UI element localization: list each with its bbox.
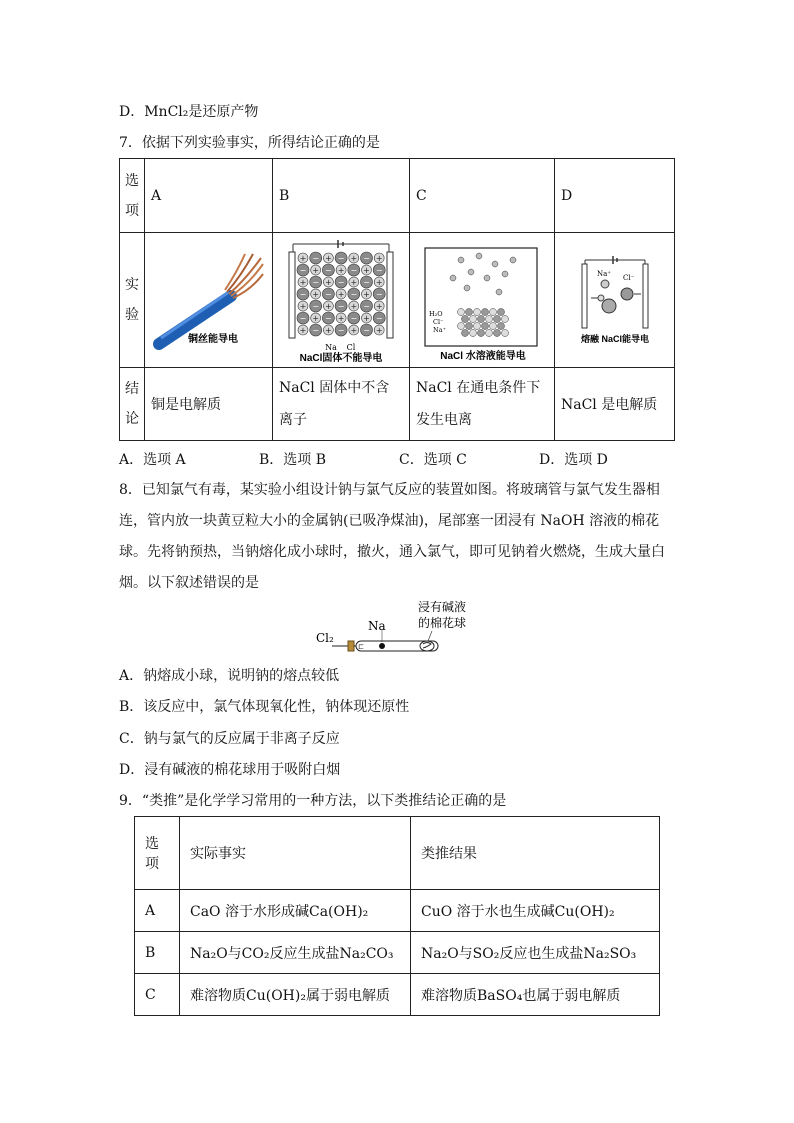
q8-option-b[interactable]: B．该反应中，氯气体现氧化性，钠体现还原性: [119, 699, 410, 715]
fig-cl2-label: Cl₂: [316, 631, 334, 645]
svg-text:−: −: [312, 254, 320, 263]
q7-option-d[interactable]: D．选项 D: [539, 452, 608, 468]
q6-option-d: D．MnCl₂是还原产物: [119, 104, 259, 120]
fig-cotton-line1: 浸有碱液: [418, 600, 467, 614]
q9-stem: 9．“类推”是化学学习常用的一种方法，以下类推结论正确的是: [119, 793, 507, 809]
q9-table: [134, 816, 660, 1016]
q7-option-b[interactable]: B．选项 B: [259, 452, 327, 468]
svg-text:+: +: [299, 326, 307, 335]
svg-text:−: −: [337, 302, 345, 311]
fig-b-nacl-solid: [273, 233, 410, 368]
q9-row-a-fact: CaO 溶于水形成碱Ca(OH)₂: [180, 890, 411, 932]
svg-text:+: +: [312, 290, 320, 299]
svg-text:+: +: [325, 278, 332, 287]
svg-text:+: +: [337, 290, 345, 299]
svg-text:+: +: [350, 302, 358, 311]
svg-text:−: −: [299, 266, 307, 275]
table-row: [135, 974, 660, 1016]
svg-text:+: +: [299, 302, 307, 311]
fig-a-copper-wire: [145, 233, 273, 368]
svg-text:−: −: [312, 302, 320, 311]
q9-header-result: 类推结果: [411, 817, 660, 890]
q8-option-c[interactable]: C．钠与氯气的反应属于非离子反应: [119, 731, 340, 747]
row-label-experiment: 实验: [120, 233, 145, 368]
conclusion-d: NaCl 是电解质: [555, 368, 675, 441]
q8-stem: 8．已知氯气有毒，某实验小组设计钠与氯气反应的装置如图。将玻璃管与氯气发生器相连，管内放一块黄豆粒大小的金属钠(已吸净煤油)，尾部塞一团浸有 NaOH 溶液的棉花球。先将钠预热，当钠熔化成小球时，撤火，通入氯气，即可见钠着火燃烧，生成大量白烟。以下叙述错误的是: [119, 482, 665, 591]
svg-text:−: −: [312, 326, 320, 335]
fig-c-nacl-solution: [410, 233, 555, 368]
q9-header-fact: 实际事实: [180, 817, 411, 890]
table-row: [135, 932, 660, 974]
fig-c-cl: Cl⁻: [433, 318, 444, 326]
svg-text:−: −: [325, 266, 332, 275]
svg-text:−: −: [325, 314, 332, 323]
svg-text:+: +: [350, 326, 358, 335]
svg-text:−: −: [363, 302, 370, 311]
svg-text:−: −: [363, 278, 370, 287]
svg-text:−: −: [350, 314, 358, 323]
svg-text:+: +: [363, 290, 370, 299]
col-a-header: A: [145, 159, 273, 233]
q7-option-a[interactable]: A．选项 A: [119, 452, 186, 468]
svg-text:−: −: [363, 254, 370, 263]
svg-text:+: +: [350, 278, 358, 287]
svg-text:−: −: [337, 326, 345, 335]
svg-text:+: +: [337, 314, 345, 323]
fig-na-label: Na: [368, 619, 386, 633]
col-d-header: D: [555, 159, 675, 233]
fig-c-caption: NaCl 水溶液能导电: [440, 351, 526, 362]
svg-text:−: −: [325, 290, 332, 299]
fig-b-na-label: Na: [325, 343, 337, 352]
copper-wire-image: [159, 254, 263, 344]
svg-text:+: +: [325, 326, 332, 335]
svg-text:−: −: [375, 314, 383, 323]
q8-option-a[interactable]: A．钠熔成小球，说明钠的熔点较低: [119, 668, 340, 684]
svg-text:−: −: [312, 278, 320, 287]
fig-d-na-label: Na⁺: [596, 270, 611, 278]
q8-apparatus-figure: [312, 598, 482, 660]
q9-row-b-result: Na₂O与SO₂反应也生成盐Na₂SO₃: [411, 932, 660, 974]
conclusion-b: NaCl 固体中不含离子: [273, 368, 410, 441]
q9-row-c-option: C: [135, 974, 180, 1016]
svg-text:+: +: [325, 254, 332, 263]
q9-row-c-result: 难溶物质BaSO₄也属于弱电解质: [411, 974, 660, 1016]
fig-a-caption: 铜丝能导电: [187, 334, 238, 345]
svg-text:+: +: [375, 278, 383, 287]
q9-row-b-fact: Na₂O与CO₂反应生成盐Na₂CO₃: [180, 932, 411, 974]
q9-row-a-option: A: [135, 890, 180, 932]
col-c-header: C: [410, 159, 555, 233]
table-row: [135, 890, 660, 932]
fig-d-molten-nacl: [555, 233, 675, 368]
svg-text:+: +: [375, 254, 383, 263]
svg-text:−: −: [337, 254, 345, 263]
q7-stem: 7．依据下列实验事实，所得结论正确的是: [119, 135, 380, 151]
fig-b-cl-label: Cl: [346, 343, 356, 352]
fig-c-na: Na⁺: [433, 326, 446, 334]
q7-options: [119, 450, 679, 470]
conclusion-a: 铜是电解质: [145, 368, 273, 441]
svg-text:+: +: [299, 278, 307, 287]
svg-text:+: +: [312, 266, 320, 275]
svg-text:+: +: [363, 266, 370, 275]
svg-text:−: −: [350, 266, 358, 275]
col-b-header: B: [273, 159, 410, 233]
row-label-conclusion: 结论: [120, 368, 145, 441]
svg-text:+: +: [337, 266, 345, 275]
ion-lattice: [297, 252, 385, 336]
conclusion-c: NaCl 在通电条件下发生电离: [410, 368, 555, 441]
svg-text:+: +: [375, 326, 383, 335]
svg-text:+: +: [350, 254, 358, 263]
row-label-option: 选项: [120, 159, 145, 233]
fig-b-caption: NaCl固体不能导电: [299, 353, 383, 362]
q7-option-c[interactable]: C．选项 C: [399, 452, 467, 468]
svg-text:−: −: [375, 290, 383, 299]
q9-row-b-option: B: [135, 932, 180, 974]
svg-text:−: −: [337, 278, 345, 287]
svg-text:+: +: [375, 302, 383, 311]
svg-text:⊏: ⊏: [358, 643, 364, 651]
q9-header-option: 选项: [135, 817, 180, 890]
fig-c-h2o: H₂O: [429, 310, 443, 318]
sodium-bead: [379, 643, 385, 649]
q8-option-d[interactable]: D．浸有碱液的棉花球用于吸附白烟: [119, 762, 341, 778]
q7-table: [119, 158, 675, 441]
svg-text:+: +: [325, 302, 332, 311]
fig-d-caption: 熔融 NaCl能导电: [580, 334, 649, 344]
svg-text:−: −: [350, 290, 358, 299]
svg-text:−: −: [299, 314, 307, 323]
q9-row-a-result: CuO 溶于水也生成碱Cu(OH)₂: [411, 890, 660, 932]
svg-text:+: +: [363, 314, 370, 323]
svg-text:−: −: [299, 290, 307, 299]
fig-cotton-line2: 的棉花球: [418, 616, 467, 630]
svg-text:−: −: [363, 326, 370, 335]
svg-text:−: −: [375, 266, 383, 275]
svg-text:+: +: [299, 254, 307, 263]
svg-text:+: +: [312, 314, 320, 323]
q9-row-c-fact: 难溶物质Cu(OH)₂属于弱电解质: [180, 974, 411, 1016]
fig-d-cl-label: Cl⁻: [622, 274, 634, 282]
